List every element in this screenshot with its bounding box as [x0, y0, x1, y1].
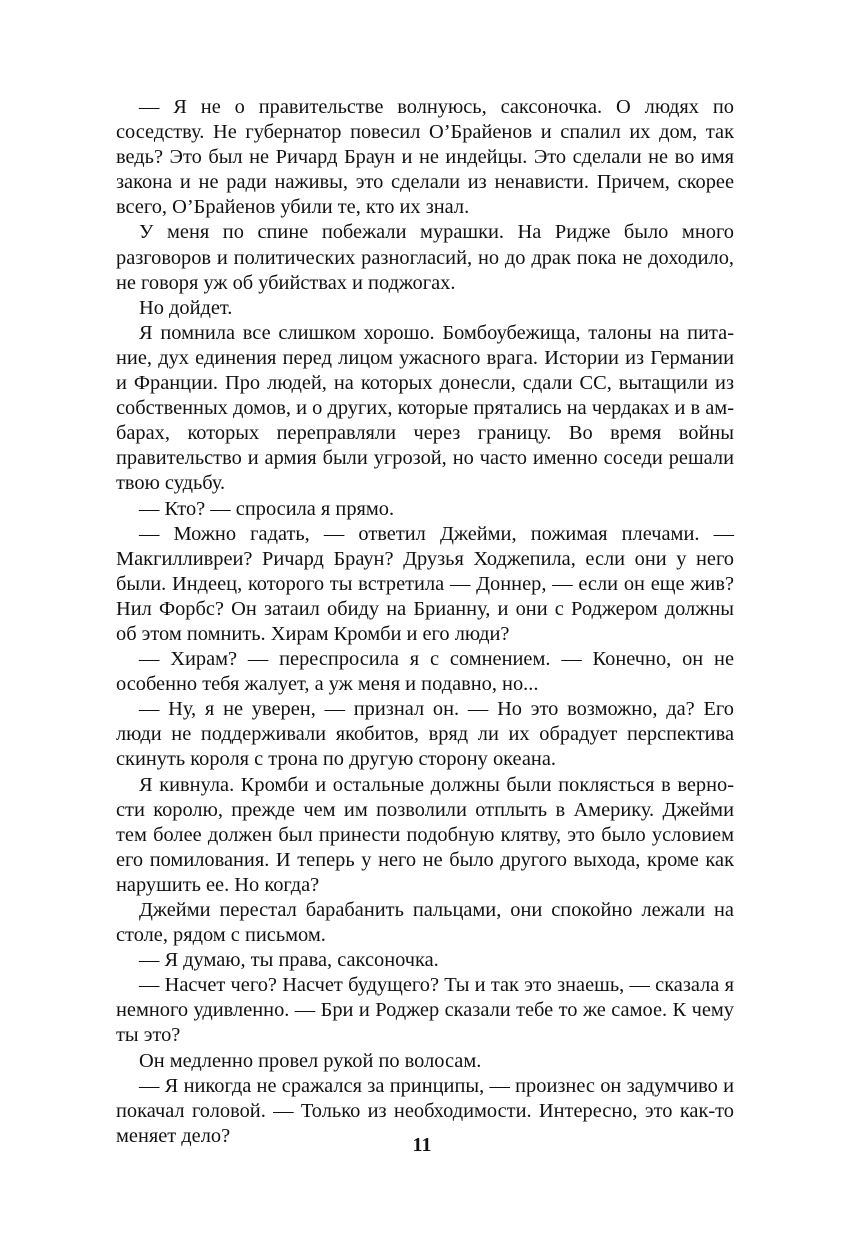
paragraph: — Я думаю, ты права, саксоночка. [139, 949, 439, 972]
paragraph: Джейми перестал барабанить пальцами, они спокойно лежали на столе, рядом с письмом. [116, 899, 734, 947]
book-page-text [116, 95, 734, 1149]
paragraph: Но дойдет. [139, 296, 233, 319]
paragraph: — Кто? — спросила я прямо. [139, 497, 395, 520]
paragraph: Я помнила все слишком хорошо. Бомбоубежища, талоны на питание, дух единения перед лицом ужасного врага. Истории из Германии и Франции. Про людей, на которых донесли, сдали СС, вытащили из собственных домов, и о других, которые прятались на чердаках и в амбарах, которых переправляли через границу. Во время войны правительство и армия были угрозой, но часто именно соседи решали твою судьбу. [116, 321, 734, 495]
paragraph: — Я не о правительстве волнуюсь, саксоночка. О людях по соседству. Не губернатор повесил О’Брайенов и спалил их дом, так ведь? Это был не Ричард Браун и не индейцы. Это сделали не во имя закона и не ради наживы, это сделали из ненависти. Причем, скорее всего, О’Брайенов убили те, кто их знал. [116, 96, 734, 219]
paragraph: Он медленно провел рукой по волосам. [139, 1049, 482, 1072]
paragraph: — Я никогда не сражался за принципы, — произнес он задумчиво и покачал головой. — Только из необходимости. Интересно, это как-то меняет дело? [116, 1074, 734, 1147]
paragraph: Я кивнула. Кромби и остальные должны были поклясться в верности королю, прежде чем им позволили отплыть в Америку. Джейми тем более должен был принести подобную клятву, это было условием его помилования. И теперь у него не было другого выхода, кроме как нарушить ее. Но когда? [116, 773, 734, 896]
page-number: 11 [412, 1134, 432, 1156]
paragraph: — Ну, я не уверен, — признал он. — Но это возможно, да? Его люди не поддерживали якобитов, вряд ли их обрадует перспектива скинуть короля с трона по другую сторону океана. [116, 698, 734, 771]
paragraph: — Хирам? — переспросила я с сомнением. — Конечно, он не особенно тебя жалует, а уж меня и подавно, но... [116, 648, 734, 696]
paragraph: — Насчет чего? Насчет будущего? Ты и так это знаешь, — сказала я немного удивленно. — Бри и Роджер сказали тебе то же самое. К чему ты это? [116, 974, 734, 1047]
paragraph: — Можно гадать, — ответил Джейми, пожимая плечами. — Макгилливреи? Ричард Браун? Друзья Ходжепила, если они у него были. Индеец, которого ты встретила — Доннер, — если он еще жив? Нил Форбс? Он затаил обиду на Брианну, и они с Роджером должны об этом помнить. Хирам Кромби и его люди? [116, 522, 734, 645]
paragraph: У меня по спине побежали мурашки. На Ридже было много разговоров и политических разногласий, но до драк пока не доходило, не говоря уж об убийствах и поджогах. [116, 221, 734, 294]
